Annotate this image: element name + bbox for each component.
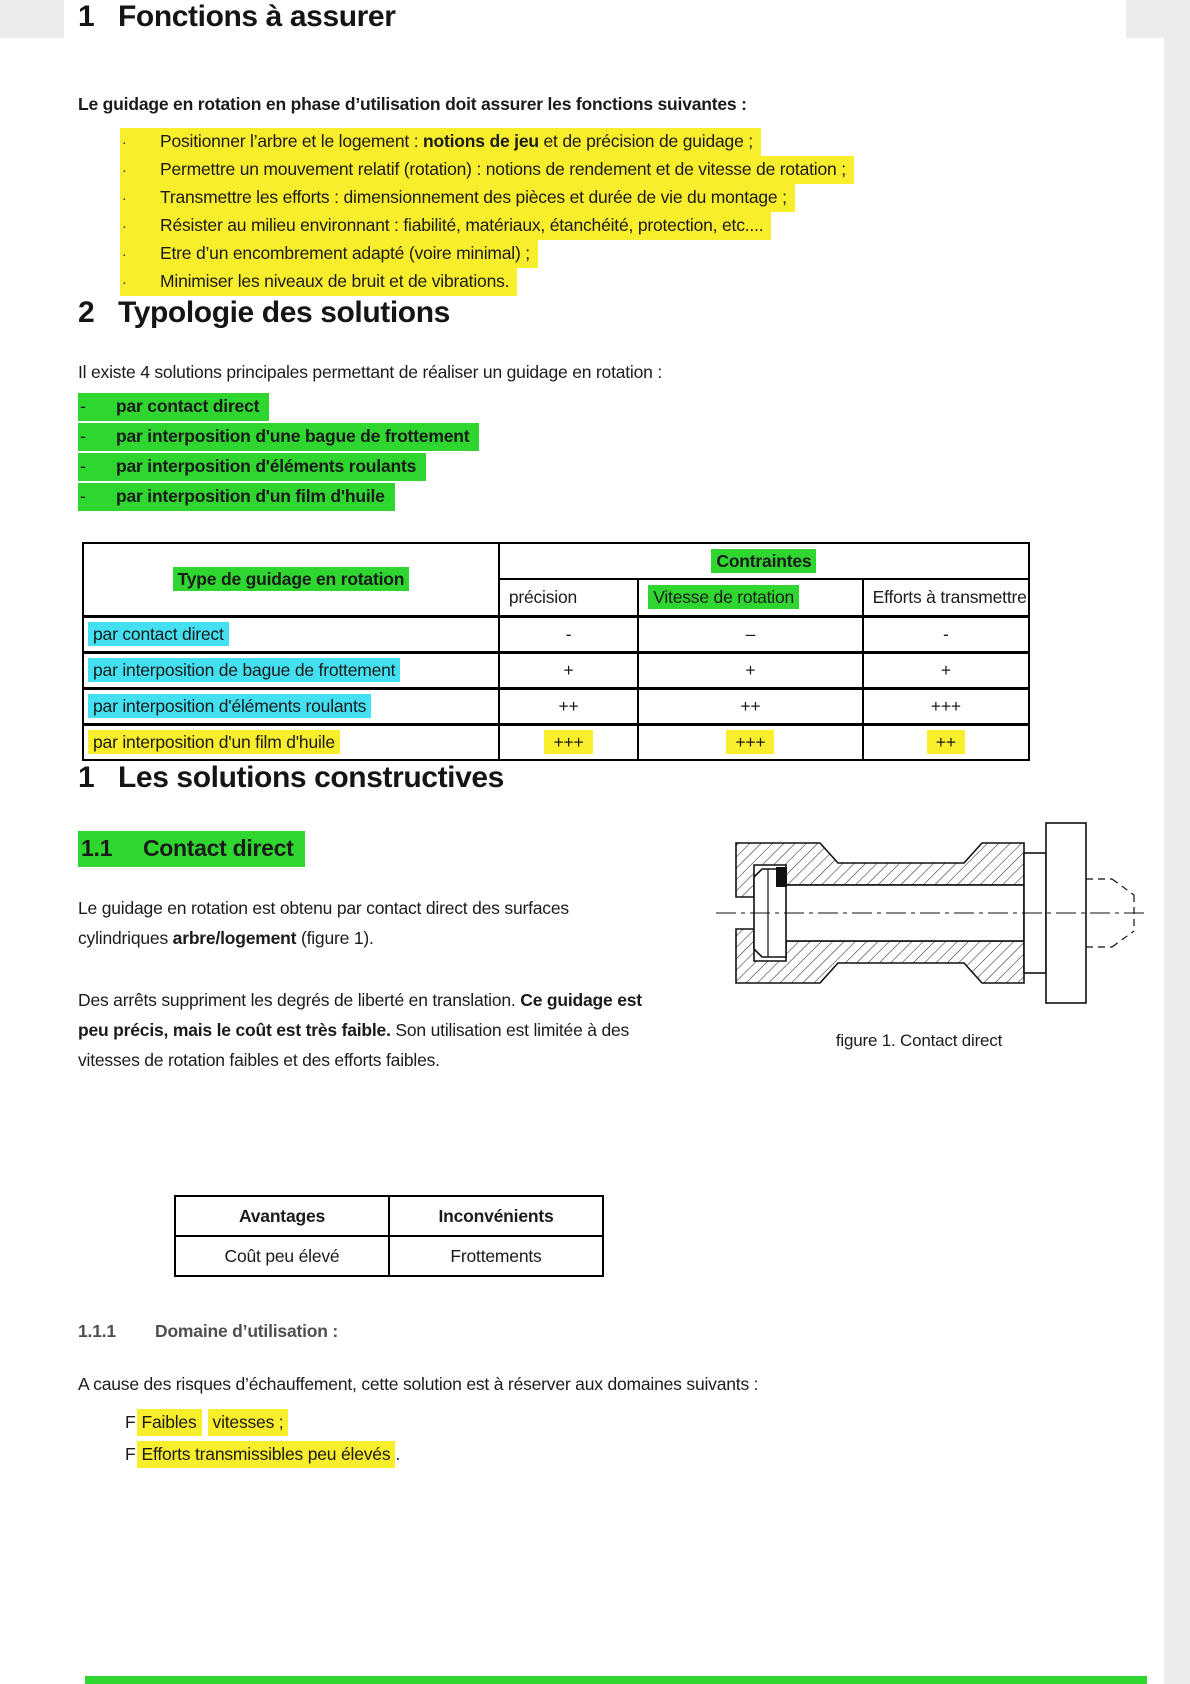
paragraph: Des arrêts suppriment les degrés de liberté en translation. Ce guidage est peu précis, mais le coût est très faible. Son utilisation est limitée à des vitesses de rotation faibles et des efforts faibles. [78, 990, 642, 1070]
subheading-title: Contact direct [143, 835, 294, 861]
list-item [78, 212, 1130, 240]
table-header-row [83, 543, 1029, 579]
technical-drawing-cross-section [682, 809, 1156, 1021]
heading-domaine-utilisation [78, 1321, 1130, 1342]
subheading-number: 1.1 [81, 835, 113, 861]
header-precision: précision [499, 579, 638, 617]
row-value: - [499, 617, 638, 653]
header-efforts: Efforts à transmettre [863, 579, 1029, 617]
section-contact-direct [78, 831, 1130, 1075]
bullet-text: Permettre un mouvement relatif (rotation) : notions de rendement et de vitesse de rotation ; [160, 159, 846, 179]
header-inconvenients: Inconvénients [389, 1196, 603, 1236]
highlighted-text: Faibles [137, 1409, 202, 1436]
table-row [83, 653, 1029, 689]
bullet-glyph: · [122, 162, 127, 178]
bullet-glyph: · [122, 274, 127, 290]
dash-glyph: - [80, 486, 86, 506]
highlighted-text: Efforts transmissibles peu élevés [137, 1441, 396, 1468]
row-value: + [499, 653, 638, 689]
row-value: – [638, 617, 862, 653]
row-value: +++ [863, 689, 1029, 725]
header-avantages: Avantages [175, 1196, 389, 1236]
paragraph: Le guidage en rotation est obtenu par contact direct des surfaces cylindriques arbre/logement (figure 1). [78, 898, 569, 948]
cell-inconvenient: Frottements [389, 1236, 603, 1276]
header-contraintes: Contraintes [499, 543, 1029, 579]
dash-glyph: - [80, 396, 86, 416]
figure-caption: figure 1. Contact direct [835, 1031, 1003, 1050]
heading-constructives [78, 761, 1130, 795]
highlighted-bullet [120, 268, 517, 296]
highlighted-item [78, 423, 479, 451]
heading-title: Les solutions constructives [118, 761, 504, 794]
list-item [78, 268, 1130, 296]
bullet-text: Minimiser les niveaux de bruit et de vibrations. [160, 271, 510, 291]
heading-number: 1 [78, 0, 95, 33]
table-row [175, 1236, 603, 1276]
highlighted-bullet [120, 240, 538, 268]
item-text: par contact direct [116, 396, 260, 416]
row-value: + [863, 653, 1029, 689]
page-content [78, 0, 1130, 1470]
viewer-background-top-left [0, 0, 64, 38]
subheading-number: 1.1.1 [78, 1321, 116, 1341]
bullet-glyph: · [122, 190, 127, 206]
row-value: ++ [499, 689, 638, 725]
row-label: par contact direct [83, 617, 499, 653]
bullet-glyph: · [122, 134, 127, 150]
row-value: - [863, 617, 1029, 653]
heading-number: 1 [78, 761, 95, 794]
list-item [78, 156, 1130, 184]
row-value: ++ [863, 725, 1029, 761]
row-value: ++ [638, 689, 862, 725]
row-label: par interposition d'éléments roulants [83, 689, 499, 725]
item-text: par interposition d'éléments roulants [116, 456, 417, 476]
fonctions-intro: Le guidage en rotation en phase d’utilisation doit assurer les fonctions suivantes : [78, 94, 747, 114]
cell-avantage: Coût peu élevé [175, 1236, 389, 1276]
list-item [78, 392, 1130, 422]
list-item [78, 184, 1130, 212]
heading-title: Fonctions à assurer [118, 0, 396, 33]
table-row [83, 725, 1029, 761]
cut-off-highlighted-heading [85, 1676, 1147, 1684]
list-item [78, 452, 1130, 482]
heading-title: Typologie des solutions [118, 296, 450, 329]
list-item [78, 482, 1130, 512]
bullet-glyph: · [122, 246, 127, 262]
table-header-row [175, 1196, 603, 1236]
list-item [78, 1406, 1130, 1438]
highlighted-bullet [120, 184, 795, 212]
row-value: + [638, 653, 862, 689]
arrow-bullet-glyph: F [125, 1411, 136, 1432]
highlighted-item [78, 393, 269, 421]
header-type: Type de guidage en rotation [83, 543, 499, 617]
list-item [78, 128, 1130, 156]
highlighted-bullet [120, 128, 761, 156]
highlighted-text: vitesses ; [208, 1409, 289, 1436]
heading-fonctions [78, 0, 1130, 34]
domaine-intro: A cause des risques d’échauffement, cette solution est à réserver aux domaines suivants : [78, 1374, 759, 1394]
list-item [78, 1438, 1130, 1470]
bullet-glyph: · [122, 218, 127, 234]
fonctions-bullet-list [78, 128, 1130, 296]
item-text: par interposition d'un film d'huile [116, 486, 385, 506]
highlighted-item [78, 483, 395, 511]
typologie-list [78, 392, 1130, 512]
avantages-table [174, 1195, 604, 1277]
bullet-text: Etre d’un encombrement adapté (voire minimal) ; [160, 243, 530, 263]
heading-typologie [78, 296, 1130, 330]
row-label: par interposition de bague de frottement [83, 653, 499, 689]
table-row [83, 689, 1029, 725]
item-text: par interposition d'une bague de frottement [116, 426, 470, 446]
row-value: +++ [638, 725, 862, 761]
domaine-list [78, 1406, 1130, 1470]
highlighted-bullet [120, 212, 771, 240]
bullet-text: Positionner l’arbre et le logement : notions de jeu et de précision de guidage ; [160, 131, 753, 151]
highlighted-item [78, 453, 426, 481]
heading-number: 2 [78, 296, 95, 329]
list-item [78, 422, 1130, 452]
header-vitesse: Vitesse de rotation [638, 579, 862, 617]
table-row [83, 617, 1029, 653]
bullet-text: Résister au milieu environnant : fiabilité, matériaux, étanchéité, protection, etc.... [160, 215, 764, 235]
row-label: par interposition d'un film d'huile [83, 725, 499, 761]
row-value: +++ [499, 725, 638, 761]
subheading-title: Domaine d’utilisation : [155, 1321, 339, 1341]
typologie-intro: Il existe 4 solutions principales permettant de réaliser un guidage en rotation : [78, 362, 663, 382]
bullet-text: Transmettre les efforts : dimensionnement des pièces et durée de vie du montage ; [160, 187, 787, 207]
figure-contact-direct [682, 809, 1156, 1051]
viewer-background-right [1164, 0, 1190, 1684]
dash-glyph: - [80, 426, 86, 446]
item-text-end: . [395, 1443, 401, 1464]
highlighted-bullet [120, 156, 854, 184]
arrow-bullet-glyph: F [125, 1443, 136, 1464]
list-item [78, 240, 1130, 268]
dash-glyph: - [80, 456, 86, 476]
guidage-comparison-table [82, 542, 1030, 761]
